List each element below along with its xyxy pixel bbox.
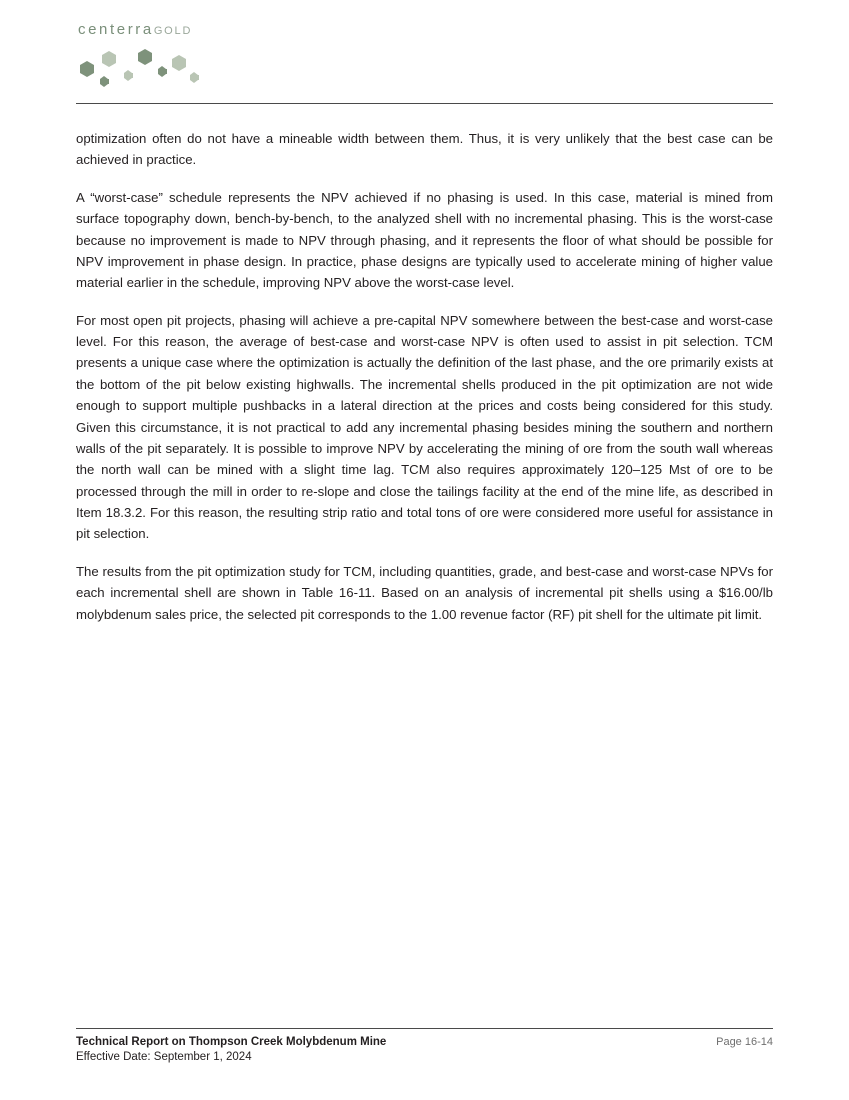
centerra-gold-logo [76,22,276,98]
hex-shape [138,53,152,61]
page-footer [76,1036,773,1063]
hex-shape [100,79,109,84]
hex-shape [80,65,94,73]
footer-report-title: Technical Report on Thompson Creek Molybdenum Mine [76,1036,387,1048]
hex-shape [158,69,167,74]
paragraph: For most open pit projects, phasing will achieve a pre-capital NPV somewhere between the best-case and worst-case level. For this reason, the average of best-case and worst-case NPV is often used to assist in pit selection. TCM presents a unique case where the optimization is actually the definition of the last phase, and the ore primarily exists at the bottom of the pit below existing highwalls. The incremental shells produced in the pit optimization are not wide enough to support multiple pushbacks in a lateral direction at the prices and costs being considered for this study. Given this circumstance, it is not practical to add any incremental phasing besides mining the southern and northern walls of the pit separately. It is possible to improve NPV by accelerating the mining of ore from the south wall whereas the north wall can be mined with a slight time lag. TCM also requires approximately 120–125 Mst of ore to be processed through the mill in order to re-slope and close the tailings facility at the end of the mine life, as described in Item 18.3.2. For this reason, the resulting strip ratio and total tons of ore were considered more useful for assistance in pit selection. [76,312,773,542]
hex-shape [102,55,116,63]
footer-effective-date: Effective Date: September 1, 2024 [76,1051,252,1063]
logo-suffix: GOLD [153,25,193,37]
logo-hex-cluster [76,47,216,93]
footer-divider [76,1028,773,1029]
document-body [76,128,773,641]
logo-text: centerra [78,21,154,38]
paragraph: optimization often do not have a mineable width between them. Thus, it is very unlikely that the best case can be achieved in practice. [76,131,773,168]
hex-shape [172,59,186,67]
logo-wordmark [76,22,276,37]
header-divider [76,103,773,104]
footer-page-number: Page 16-14 [716,1036,773,1048]
paragraph: A “worst-case” schedule represents the NPV achieved if no phasing is used. In this case, material is mined from surface topography down, bench-by-bench, to the analyzed shell with no incremental phasing. This is the worst-case because no improvement is made to NPV through phasing, and it represents the floor of what should be possible for NPV improvement in phase design. In practice, phase designs are typically used to accelerate mining of higher value material earlier in the schedule, improving NPV above the worst-case level. [76,189,773,291]
hex-shape [190,75,199,80]
page-header [76,22,773,102]
paragraph: The results from the pit optimization study for TCM, including quantities, grade, and best-case and worst-case NPVs for each incremental shell are shown in Table 16-11. Based on an analysis of incremental pit shells using a $16.00/lb molybdenum sales price, the selected pit corresponds to the 1.00 revenue factor (RF) pit shell for the ultimate pit limit. [76,563,773,622]
hex-shape [124,73,133,78]
